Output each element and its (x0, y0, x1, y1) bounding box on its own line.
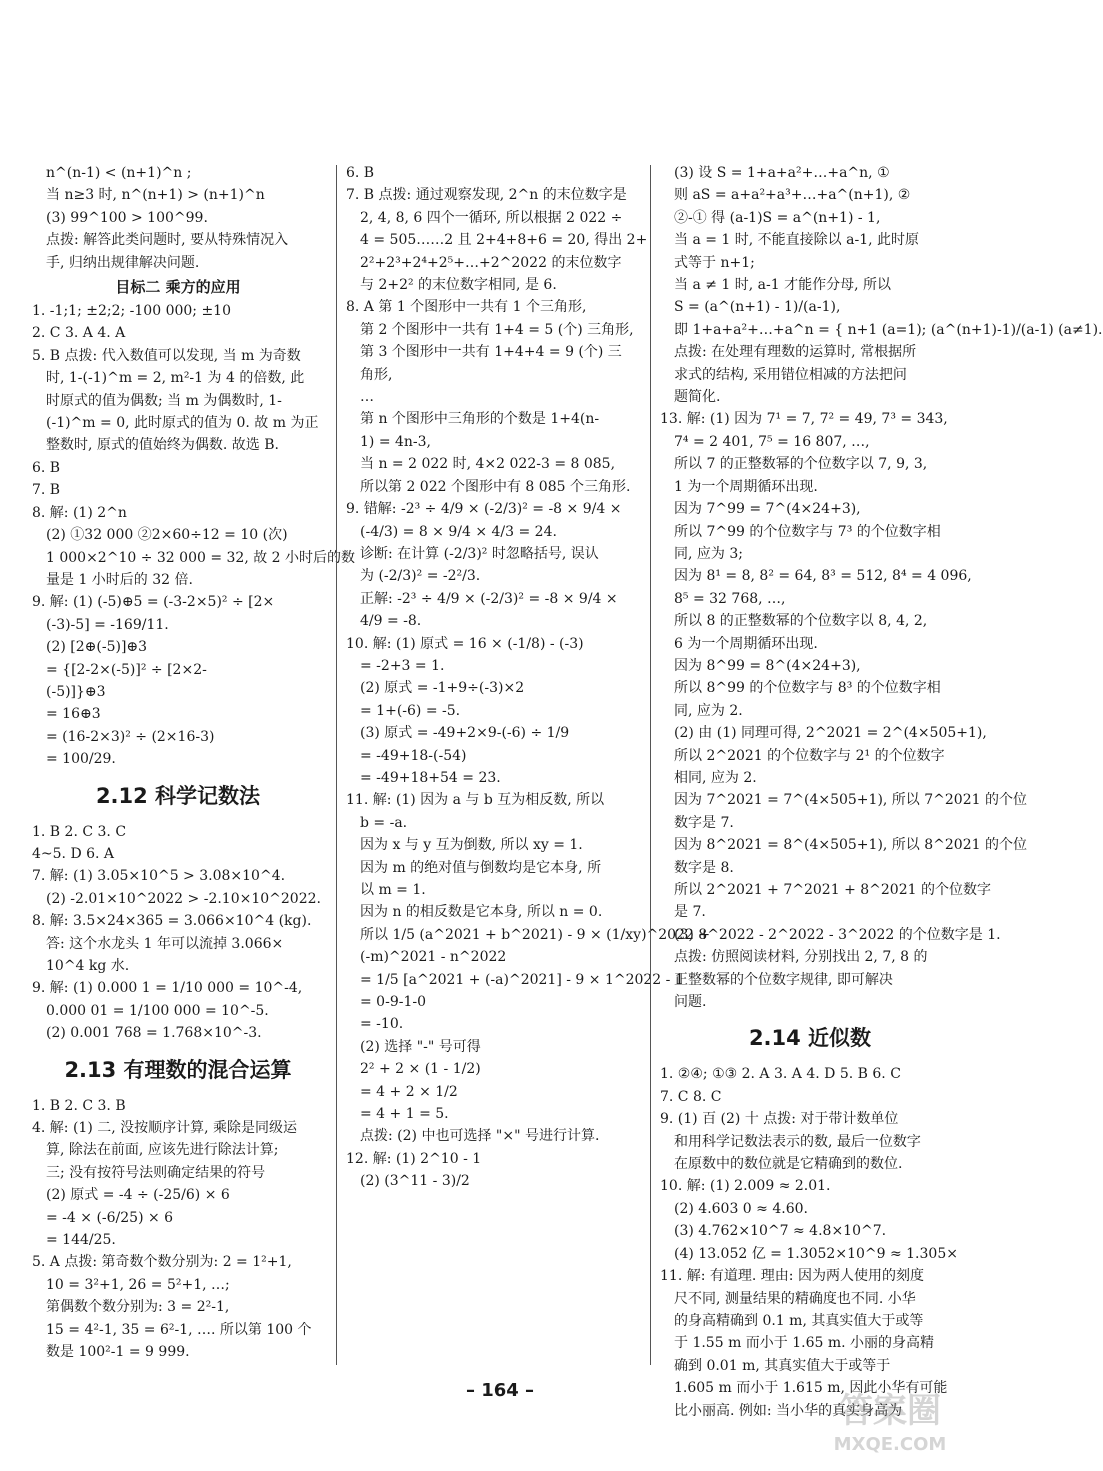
answer-line: 1) = 4n-3, (360, 433, 432, 450)
answer-line: (-4/3) = 8 × 9/4 × 4/3 = 24. (360, 523, 557, 540)
answer-line: = -2+3 = 1. (360, 657, 445, 674)
answer-line: 相同, 应为 2. (674, 769, 757, 786)
answer-line: = 100/29. (46, 751, 116, 768)
answer-line: 因为 7^99 = 7^(4×24+3), (674, 501, 861, 518)
answer-line: 角形, (360, 366, 393, 383)
answer-line: 8. 解: (1) 2^n (32, 504, 127, 521)
answer-line: 因为 8¹ = 8, 8² = 64, 8³ = 512, 8⁴ = 4 096, (674, 568, 972, 585)
answer-line: (-m)^2021 - n^2022 (360, 949, 507, 966)
answer-line: 12. 解: (1) 2^10 - 1 (346, 1150, 482, 1167)
answer-line: 9. 错解: -2³ ÷ 4/9 × (-2/3)² = -8 × 9/4 × (346, 501, 622, 518)
answer-line: b = -a. (360, 814, 408, 831)
answer-line: = -4 × (-6/25) × 6 (46, 1209, 174, 1226)
answer-line: 4/9 = -8. (360, 613, 422, 630)
answer-line: 第 3 个图形中一共有 1+4+4 = 9 (个) 三 (360, 344, 622, 361)
answer-line: 点拨: (2) 中也可选择 "×" 号进行计算. (360, 1128, 600, 1145)
answer-line: 7. C 8. C (660, 1088, 722, 1105)
answer-line: 所以 7^99 的个位数字与 7³ 的个位数字相 (674, 523, 941, 540)
answer-line: 6. B (32, 459, 61, 476)
answer-line: 式等于 n+1; (674, 254, 755, 271)
answer-line: n^(n-1) < (n+1)^n ; (46, 165, 192, 181)
answer-line: (-1)^m = 0, 此时原式的值为 0. 故 m 为正 (46, 415, 319, 432)
watermark-text: 答案圈 (839, 1391, 941, 1431)
answer-line: 为 (-2/3)² = -2²/3. (360, 568, 481, 585)
answer-line: 5. B 点拨: 代入数值可以发现, 当 m 为奇数 (32, 347, 301, 364)
answer-line: (2) 4.603 0 ≈ 4.60. (674, 1200, 808, 1217)
answer-line: (2) [2⊕(-5)]⊕3 (46, 639, 148, 656)
answer-line: 所以 8 的正整数幂的个位数字以 8, 4, 2, (674, 613, 928, 630)
answer-line: 11. 解: (1) 因为 a 与 b 互为相反数, 所以 (346, 792, 605, 809)
page-number: – 164 – (465, 1380, 535, 1401)
answer-line: 点拨: 在处理有理数的运算时, 常根据所 (674, 344, 917, 361)
answer-line: 7. 解: (1) 3.05×10^5 > 3.08×10^4. (32, 868, 286, 885)
answer-line: 6. B (346, 165, 375, 181)
answer-line: 所以 1/5 (a^2021 + b^2021) - 9 × (1/xy)^2022 + (360, 926, 711, 943)
answer-line: 9. 解: (1) (-5)⊕5 = (-3-2×5)² ÷ [2× (32, 594, 275, 611)
answer-line: 2, 4, 8, 6 四个一循环, 所以根据 2 022 ÷ (360, 209, 623, 226)
answer-line: ②-① 得 (a-1)S = a^(n+1) - 1, (674, 209, 881, 226)
answer-line: (2) -2.01×10^2022 > -2.10×10^2022. (46, 890, 321, 907)
answer-line: 15 = 4²-1, 35 = 6²-1, …. 所以第 100 个 (46, 1321, 312, 1338)
column-divider-1 (336, 165, 337, 1365)
answer-line: 确到 0.01 m, 其真实值大于或等于 (674, 1357, 891, 1374)
answer-line: (2) 0.001 768 = 1.768×10^-3. (46, 1025, 262, 1042)
answer-line: 数字是 8. (674, 859, 734, 876)
answer-line: 在原数中的数位就是它精确到的数位. (674, 1156, 903, 1173)
answer-line: 1 为一个周期循环出现. (674, 478, 818, 495)
answer-line: = 1/5 [a^2021 + (-a)^2021] - 9 × 1^2022 - 1 (360, 971, 684, 988)
answer-line: 尺不同, 测量结果的精确度也不同. 小华 (674, 1290, 916, 1307)
answer-line: 手, 归纳出规律解决问题. (46, 254, 200, 271)
answer-line: 当 n = 2 022 时, 4×2 022-3 = 8 085, (360, 456, 616, 473)
answer-line: 7⁴ = 2 401, 7⁵ = 16 807, …, (674, 433, 870, 450)
column-divider-2 (650, 165, 651, 1365)
answer-line: 因为 n 的相反数是它本身, 所以 n = 0. (360, 904, 603, 921)
answer-line: 11. 解: 有道理. 理由: 因为两人使用的刻度 (660, 1268, 924, 1285)
answer-line: 5. A 点拨: 第奇数个数分别为: 2 = 1²+1, (32, 1254, 292, 1271)
answer-line: 问题. (674, 994, 707, 1011)
answer-line: 正整数幂的个位数字规律, 即可解决 (674, 971, 893, 988)
answer-line: 1. B 2. C 3. C (32, 823, 127, 840)
answer-line: (3) 99^100 > 100^99. (46, 209, 208, 226)
answer-line: = 4 + 1 = 5. (360, 1106, 449, 1123)
answer-line: 4. 解: (1) 二, 没按顺序计算, 乘除是同级运 (32, 1120, 298, 1137)
answer-line: 4~5. D 6. A (32, 845, 115, 862)
answer-line: 13. 解: (1) 因为 7¹ = 7, 7² = 49, 7³ = 343, (660, 411, 948, 428)
answer-line: 8⁵ = 32 768, …, (674, 590, 786, 607)
answer-line: 第 2 个图形中一共有 1+4 = 5 (个) 三角形, (360, 321, 634, 338)
answer-line: = (16-2×3)² ÷ (2×16-3) (46, 728, 215, 745)
answer-column-1 (32, 162, 356, 1371)
answer-line: = 16⊕3 (46, 706, 101, 723)
answer-line: 数是 100²-1 = 9 999. (46, 1344, 190, 1361)
answer-line: = -49+18-(-54) (360, 747, 467, 764)
answer-line: 1.605 m 而小于 1.615 m, 因此小华有可能 (674, 1380, 948, 1397)
answer-line: 因为 8^2021 = 8^(4×505+1), 所以 8^2021 的个位 (674, 837, 1027, 854)
answer-line: … (360, 389, 374, 406)
answer-line: S = (a^(n+1) - 1)/(a-1), (674, 299, 841, 316)
answer-line: (-5)]}⊕3 (46, 683, 106, 700)
answer-line: 因为 7^2021 = 7^(4×505+1), 所以 7^2021 的个位 (674, 792, 1027, 809)
answer-line: 数字是 7. (674, 814, 734, 831)
answer-line: = -49+18+54 = 23. (360, 769, 501, 786)
answer-line: = 1+(-6) = -5. (360, 702, 461, 719)
answer-line: = {[2-2×(-5)]² ÷ [2×2- (46, 661, 207, 678)
answer-line: 题简化. (674, 389, 721, 406)
answer-line: (3) 8^2022 - 2^2022 - 3^2022 的个位数字是 1. (674, 926, 1001, 943)
answer-line: 诊断: 在计算 (-2/3)² 时忽略括号, 误认 (360, 545, 599, 562)
answer-line: 0.000 01 = 1/100 000 = 10^-5. (46, 1002, 269, 1019)
answer-line: 10. 解: (1) 2.009 ≈ 2.01. (660, 1178, 831, 1195)
answer-line: 所以 8^99 的个位数字与 8³ 的个位数字相 (674, 680, 941, 697)
answer-line: 8. A 第 1 个图形中一共有 1 个三角形, (346, 299, 587, 316)
answer-line: (2) ①32 000 ②2×60÷12 = 10 (次) (46, 527, 288, 544)
section-heading: 2.12 科学记数法 (95, 783, 261, 808)
answer-line: (3) 原式 = -49+2×9-(-6) ÷ 1/9 (360, 725, 570, 742)
answer-line: = -10. (360, 1016, 404, 1033)
answer-line: 所以 2^2021 + 7^2021 + 8^2021 的个位数字 (674, 882, 991, 898)
answer-line: 10^4 kg 水. (46, 958, 130, 974)
answer-line: 正解: -2³ ÷ 4/9 × (-2/3)² = -8 × 9/4 × (360, 590, 618, 607)
answer-line: 2²+2³+2⁴+2⁵+…+2^2022 的末位数字 (360, 254, 622, 271)
answer-line: 算, 除法在前面, 应该先进行除法计算; (46, 1142, 279, 1159)
answer-line: 同, 应为 3; (674, 545, 743, 562)
answer-line: 整数时, 原式的值始终为偶数. 故选 B. (46, 437, 279, 454)
answer-line: 三; 没有按符号法则确定结果的符号 (46, 1164, 266, 1181)
answer-line: (4) 13.052 亿 = 1.3052×10^9 ≈ 1.305× (674, 1245, 958, 1262)
answer-line: = 4 + 2 × 1/2 (360, 1083, 458, 1100)
answer-line: 7. B 点拨: 通过观察发现, 2^n 的末位数字是 (346, 187, 627, 204)
answer-line: 当 a ≠ 1 时, a-1 才能作分母, 所以 (674, 277, 892, 294)
answer-line: 即 1+a+a²+…+a^n = { n+1 (a=1); (a^(n+1)-1)/(a-1) (a≠1). (674, 321, 1103, 338)
answer-line: 7. B (32, 482, 61, 499)
answer-line: 10 = 3²+1, 26 = 5²+1, …; (46, 1276, 230, 1293)
answer-line: 因为 8^99 = 8^(4×24+3), (674, 657, 861, 674)
subsection-heading: 目标二 乘方的应用 (115, 278, 241, 297)
answer-line: 答: 这个水龙头 1 年可以流掉 3.066× (46, 935, 284, 952)
answer-line: 和用科学记数法表示的数, 最后一位数字 (674, 1133, 921, 1150)
answer-line: 8. 解: 3.5×24×365 = 3.066×10^4 (kg). (32, 913, 312, 930)
answer-line: 10. 解: (1) 原式 = 16 × (-1/8) - (-3) (346, 635, 584, 652)
answer-line: 则 aS = a+a²+a³+…+a^(n+1), ② (674, 187, 911, 204)
answer-line: 所以第 2 022 个图形中有 8 085 个三角形. (360, 478, 631, 495)
answer-line: (2) 选择 "-" 号可得 (360, 1038, 481, 1055)
answer-line: 所以 7 的正整数幂的个位数字以 7, 9, 3, (674, 456, 928, 473)
answer-line: 6 为一个周期循环出现. (674, 635, 818, 652)
answer-line: 1. ②④; ①③ 2. A 3. A 4. D 5. B 6. C (660, 1066, 901, 1083)
answer-line: = 144/25. (46, 1232, 116, 1249)
answer-line: 当 n≥3 时, n^(n+1) > (n+1)^n (46, 187, 265, 204)
answer-line: 第 n 个图形中三角形的个数是 1+4(n- (360, 411, 600, 428)
answer-line: 与 2+2² 的末位数字相同, 是 6. (360, 277, 557, 294)
answer-line: 求式的结构, 采用错位相减的方法把问 (674, 366, 907, 383)
answer-line: = 0-9-1-0 (360, 994, 427, 1011)
answer-line: 于 1.55 m 而小于 1.65 m. 小丽的身高精 (674, 1335, 935, 1352)
answer-line: 同, 应为 2. (674, 702, 743, 719)
answer-line: 量是 1 小时后的 32 倍. (46, 571, 193, 588)
answer-line: (2) (3^11 - 3)/2 (360, 1173, 470, 1190)
answer-line: (3) 4.762×10^7 ≈ 4.8×10^7. (674, 1223, 887, 1240)
answer-line: (2) 由 (1) 同理可得, 2^2021 = 2^(4×505+1), (674, 725, 987, 742)
answer-line: 点拨: 解答此类问题时, 要从特殊情况入 (46, 232, 289, 249)
answer-line: 因为 m 的绝对值与倒数均是它本身, 所 (360, 859, 602, 876)
watermark-url: MXQE.COM (833, 1434, 947, 1455)
answer-line: 时原式的值为偶数; 当 m 为偶数时, 1- (46, 392, 282, 409)
answer-line: (2) 原式 = -4 ÷ (-25/6) × 6 (46, 1187, 230, 1204)
answer-line: 点拨: 仿照阅读材料, 分别找出 2, 7, 8 的 (674, 949, 928, 966)
answer-line: 以 m = 1. (360, 882, 426, 898)
section-heading: 2.13 有理数的混合运算 (64, 1057, 292, 1082)
answer-line: 4 = 505……2 且 2+4+8+6 = 20, 得出 2+ (360, 232, 648, 249)
watermark-logo (800, 1380, 980, 1460)
answer-line: 第偶数个数分别为: 3 = 2²-1, (46, 1299, 230, 1316)
answer-line: 比小丽高. 例如: 当小华的真实身高为 (674, 1402, 903, 1419)
answer-line: 1. B 2. C 3. B (32, 1097, 126, 1114)
answer-line: 所以 2^2021 的个位数字与 2¹ 的个位数字 (674, 747, 945, 764)
answer-line: (2) 原式 = -1+9÷(-3)×2 (360, 680, 525, 697)
answer-line: 9. 解: (1) 0.000 1 = 1/10 000 = 10^-4, (32, 980, 303, 997)
section-heading: 2.14 近似数 (748, 1026, 872, 1051)
answer-line: 2² + 2 × (1 - 1/2) (360, 1061, 481, 1078)
answer-line: 1 000×2^10 ÷ 32 000 = 32, 故 2 小时后的数 (46, 549, 356, 566)
answer-line: (3) 设 S = 1+a+a²+…+a^n, ① (674, 165, 890, 181)
answer-line: 2. C 3. A 4. A (32, 325, 126, 342)
answer-line: 当 a = 1 时, 不能直接除以 a-1, 此时原 (674, 232, 920, 249)
answer-line: 1. -1;1; ±2;2; -100 000; ±10 (32, 303, 232, 320)
answer-line: 9. (1) 百 (2) 十 点拨: 对于带计数单位 (660, 1111, 899, 1128)
answer-line: 因为 x 与 y 互为倒数, 所以 xy = 1. (360, 837, 583, 854)
answer-line: 的身高精确到 0.1 m, 其真实值大于或等 (674, 1312, 924, 1329)
answer-line: 是 7. (674, 904, 706, 921)
answer-line: (-3)-5] = -169/11. (46, 616, 169, 633)
answer-line: 时, 1-(-1)^m = 2, m²-1 为 4 的倍数, 此 (46, 370, 305, 387)
